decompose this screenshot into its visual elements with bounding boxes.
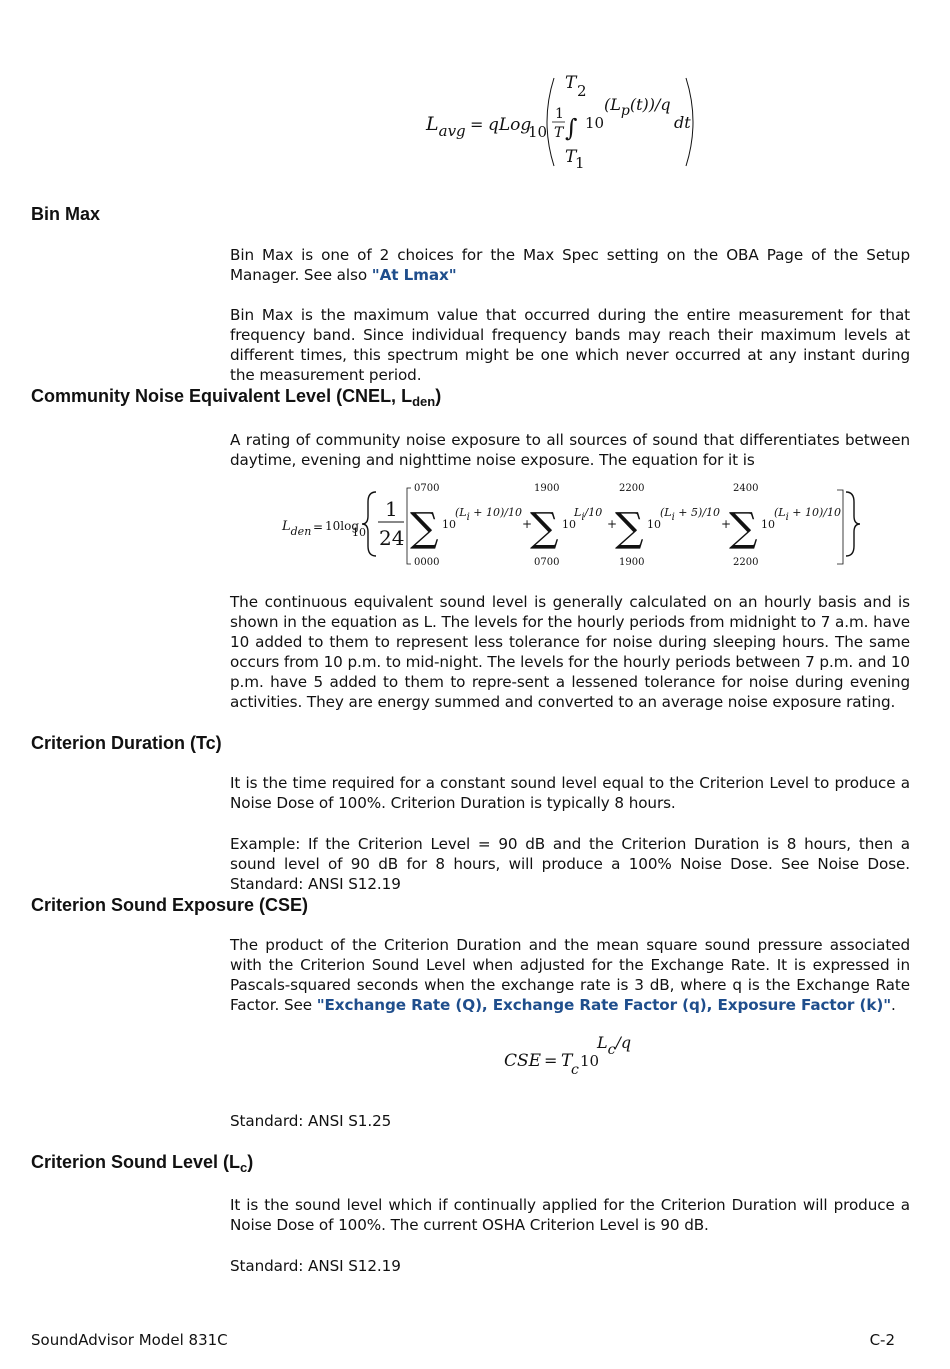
heading-criterion-sound-exposure: Criterion Sound Exposure (CSE) — [31, 895, 309, 915]
cse-exp: Lc/q — [597, 1033, 632, 1058]
lavg-log-base: 10 — [528, 123, 548, 141]
exchange-rate-link[interactable]: "Exchange Rate (Q), Exchange Rate Factor (q), Exposure Factor (k)" — [316, 996, 892, 1014]
lden-plus-1: + — [522, 517, 533, 531]
lavg-lower-sub: 1 — [575, 154, 585, 172]
footer-page-number: C-2 — [869, 1331, 895, 1349]
lden-frac-num: 1 — [385, 497, 398, 521]
lden-term-2 — [530, 483, 602, 568]
lden-term-1-base: 10 — [442, 518, 456, 531]
lavg-upper-sub: 2 — [577, 82, 587, 100]
lavg-dt: dt — [674, 113, 691, 132]
lden-plus-2: + — [607, 517, 618, 531]
lden-term-4-exp: (Li + 10)/10 — [774, 506, 842, 523]
cse-eq: = — [544, 1051, 558, 1070]
lavg-base: 10 — [585, 114, 605, 132]
lden-coef-sub: 10 — [352, 526, 366, 539]
lavg-exp: (Lp(t))/q — [604, 95, 671, 119]
lavg-integral: ∫ — [565, 114, 578, 142]
lden-term-3-base: 10 — [647, 518, 661, 531]
lavg-lhs: $L_{avg}$ — [426, 113, 466, 140]
lden-coef: 10log — [325, 519, 360, 533]
lden-formula — [280, 478, 870, 570]
lden-term-3-lower: 1900 — [619, 557, 645, 568]
bin-max-paragraph-2: Bin Max is the maximum value that occurred during the entire measurement for that frequency band. Since individual frequency bands may reach their maximum levels at different times, this spectrum might be one which never occurred at any instant during the measurement period. — [230, 306, 910, 384]
lden-term-3-exp: (Li + 5)/10 — [660, 506, 721, 523]
lden-term-2-base: 10 — [562, 518, 576, 531]
lden-lhs: $L_{den}$ — [282, 519, 312, 538]
criterion-sound-level-paragraph-1: It is the sound level which if continually applied for the Criterion Duration will produce a Noise Dose of 100%. The current OSHA Criterion Level is 90 dB. — [230, 1196, 910, 1234]
cse-base: 10 — [580, 1052, 600, 1070]
cnel-paragraph-1: A rating of community noise exposure to all sources of sound that differentiates between daytime, evening and nighttime noise exposure. The equation for it is — [230, 431, 910, 469]
lden-term-3-sigma: ∑ — [615, 505, 644, 551]
lden-term-1-sigma: ∑ — [410, 505, 439, 551]
heading-bin-max: Bin Max — [31, 204, 101, 224]
lden-term-4-lower: 2200 — [733, 557, 759, 568]
lden-term-4-base: 10 — [761, 518, 775, 531]
lden-eq: = — [313, 520, 324, 534]
lavg-frac-num: 1 — [555, 106, 564, 122]
cnel-paragraph-2: The continuous equivalent sound level is generally calculated on an hourly basis and is shown in the equation as L. The levels for the hourly periods from midnight to 7 a.m. have 10 added to them to represent less tolerance for noise during sleeping hours. The same occurs from 10 p.m. to mid-night. The levels for the hourly periods between 7 p.m. and 10 p.m. have 5 added to them to repre-sent a lessened tolerance for noise during evening activities. They are energy summed and converted to an average noise exposure rating. — [230, 593, 910, 711]
lden-right-bracket — [837, 490, 843, 564]
cse-t: T — [561, 1051, 573, 1071]
criterion-duration-paragraph-2: Example: If the Criterion Level = 90 dB and the Criterion Duration is 8 hours, then a sound level of 90 dB for 8 hours, will produce a 100% Noise Dose. See Noise Dose. Standard: ANSI S12.19 — [230, 835, 910, 893]
lden-term-1-upper: 0700 — [414, 483, 440, 494]
at-lmax-link[interactable]: "At Lmax" — [371, 266, 457, 284]
lavg-qlog: qLog — [488, 115, 532, 135]
heading-cnel: Community Noise Equivalent Level (CNEL, $L_{den}$) — [31, 386, 442, 409]
cse-paragraph-1: The product of the Criterion Duration and the mean square sound pressure associated with the Criterion Sound Level when adjusted for the Exchange Rate. It is expressed in Pascals-squared seconds when the exchange rate is 3 dB, where q is the Exchange Rate Factor. See "Exchange Rate (Q), Exchange Rate Factor (q), Exposure Factor (k)". — [230, 936, 910, 1014]
lavg-formula — [420, 72, 710, 172]
lden-term-2-sigma: ∑ — [530, 505, 559, 551]
lden-term-4-sigma: ∑ — [729, 505, 758, 551]
lden-term-2-upper: 1900 — [534, 483, 560, 494]
lavg-eq: = — [470, 115, 484, 134]
heading-criterion-sound-level: Criterion Sound Level $(L_c)$ — [31, 1152, 254, 1175]
heading-criterion-duration: Criterion Duration (Tc) — [31, 733, 222, 753]
cse-t-sub: c — [571, 1062, 579, 1078]
criterion-sound-level-paragraph-2: Standard: ANSI S12.19 — [230, 1257, 401, 1275]
lden-term-1 — [410, 483, 522, 568]
criterion-duration-paragraph-1: It is the time required for a constant sound level equal to the Criterion Level to produce a Noise Dose of 100%. Criterion Duration is typically 8 hours. — [230, 774, 910, 812]
lden-term-3 — [615, 483, 720, 568]
lden-frac-den: 24 — [379, 526, 405, 550]
bin-max-paragraph-1: Bin Max is one of 2 choices for the Max Spec setting on the OBA Page of the Setup Manager. See also "At Lmax" — [230, 246, 910, 284]
lden-term-1-lower: 0000 — [414, 557, 440, 568]
lden-right-brace — [846, 492, 860, 556]
lden-term-2-lower: 0700 — [534, 557, 560, 568]
footer-title: SoundAdvisor Model 831C — [31, 1331, 228, 1349]
lden-term-1-exp: (Li + 10)/10 — [455, 506, 523, 523]
lden-term-4 — [729, 483, 841, 568]
cse-lhs: CSE — [504, 1051, 542, 1071]
lden-left-brace — [362, 492, 376, 556]
lavg-frac-den: T — [554, 125, 564, 141]
lden-plus-3: + — [721, 517, 732, 531]
lden-term-4-upper: 2400 — [733, 483, 759, 494]
lden-term-2-exp: Li/10 — [574, 506, 603, 523]
lavg-upper: T — [565, 73, 577, 93]
cse-paragraph-2: Standard: ANSI S1.25 — [230, 1112, 392, 1130]
lden-term-3-upper: 2200 — [619, 483, 645, 494]
lavg-lower: T — [565, 147, 577, 167]
cse-formula — [500, 1028, 650, 1080]
